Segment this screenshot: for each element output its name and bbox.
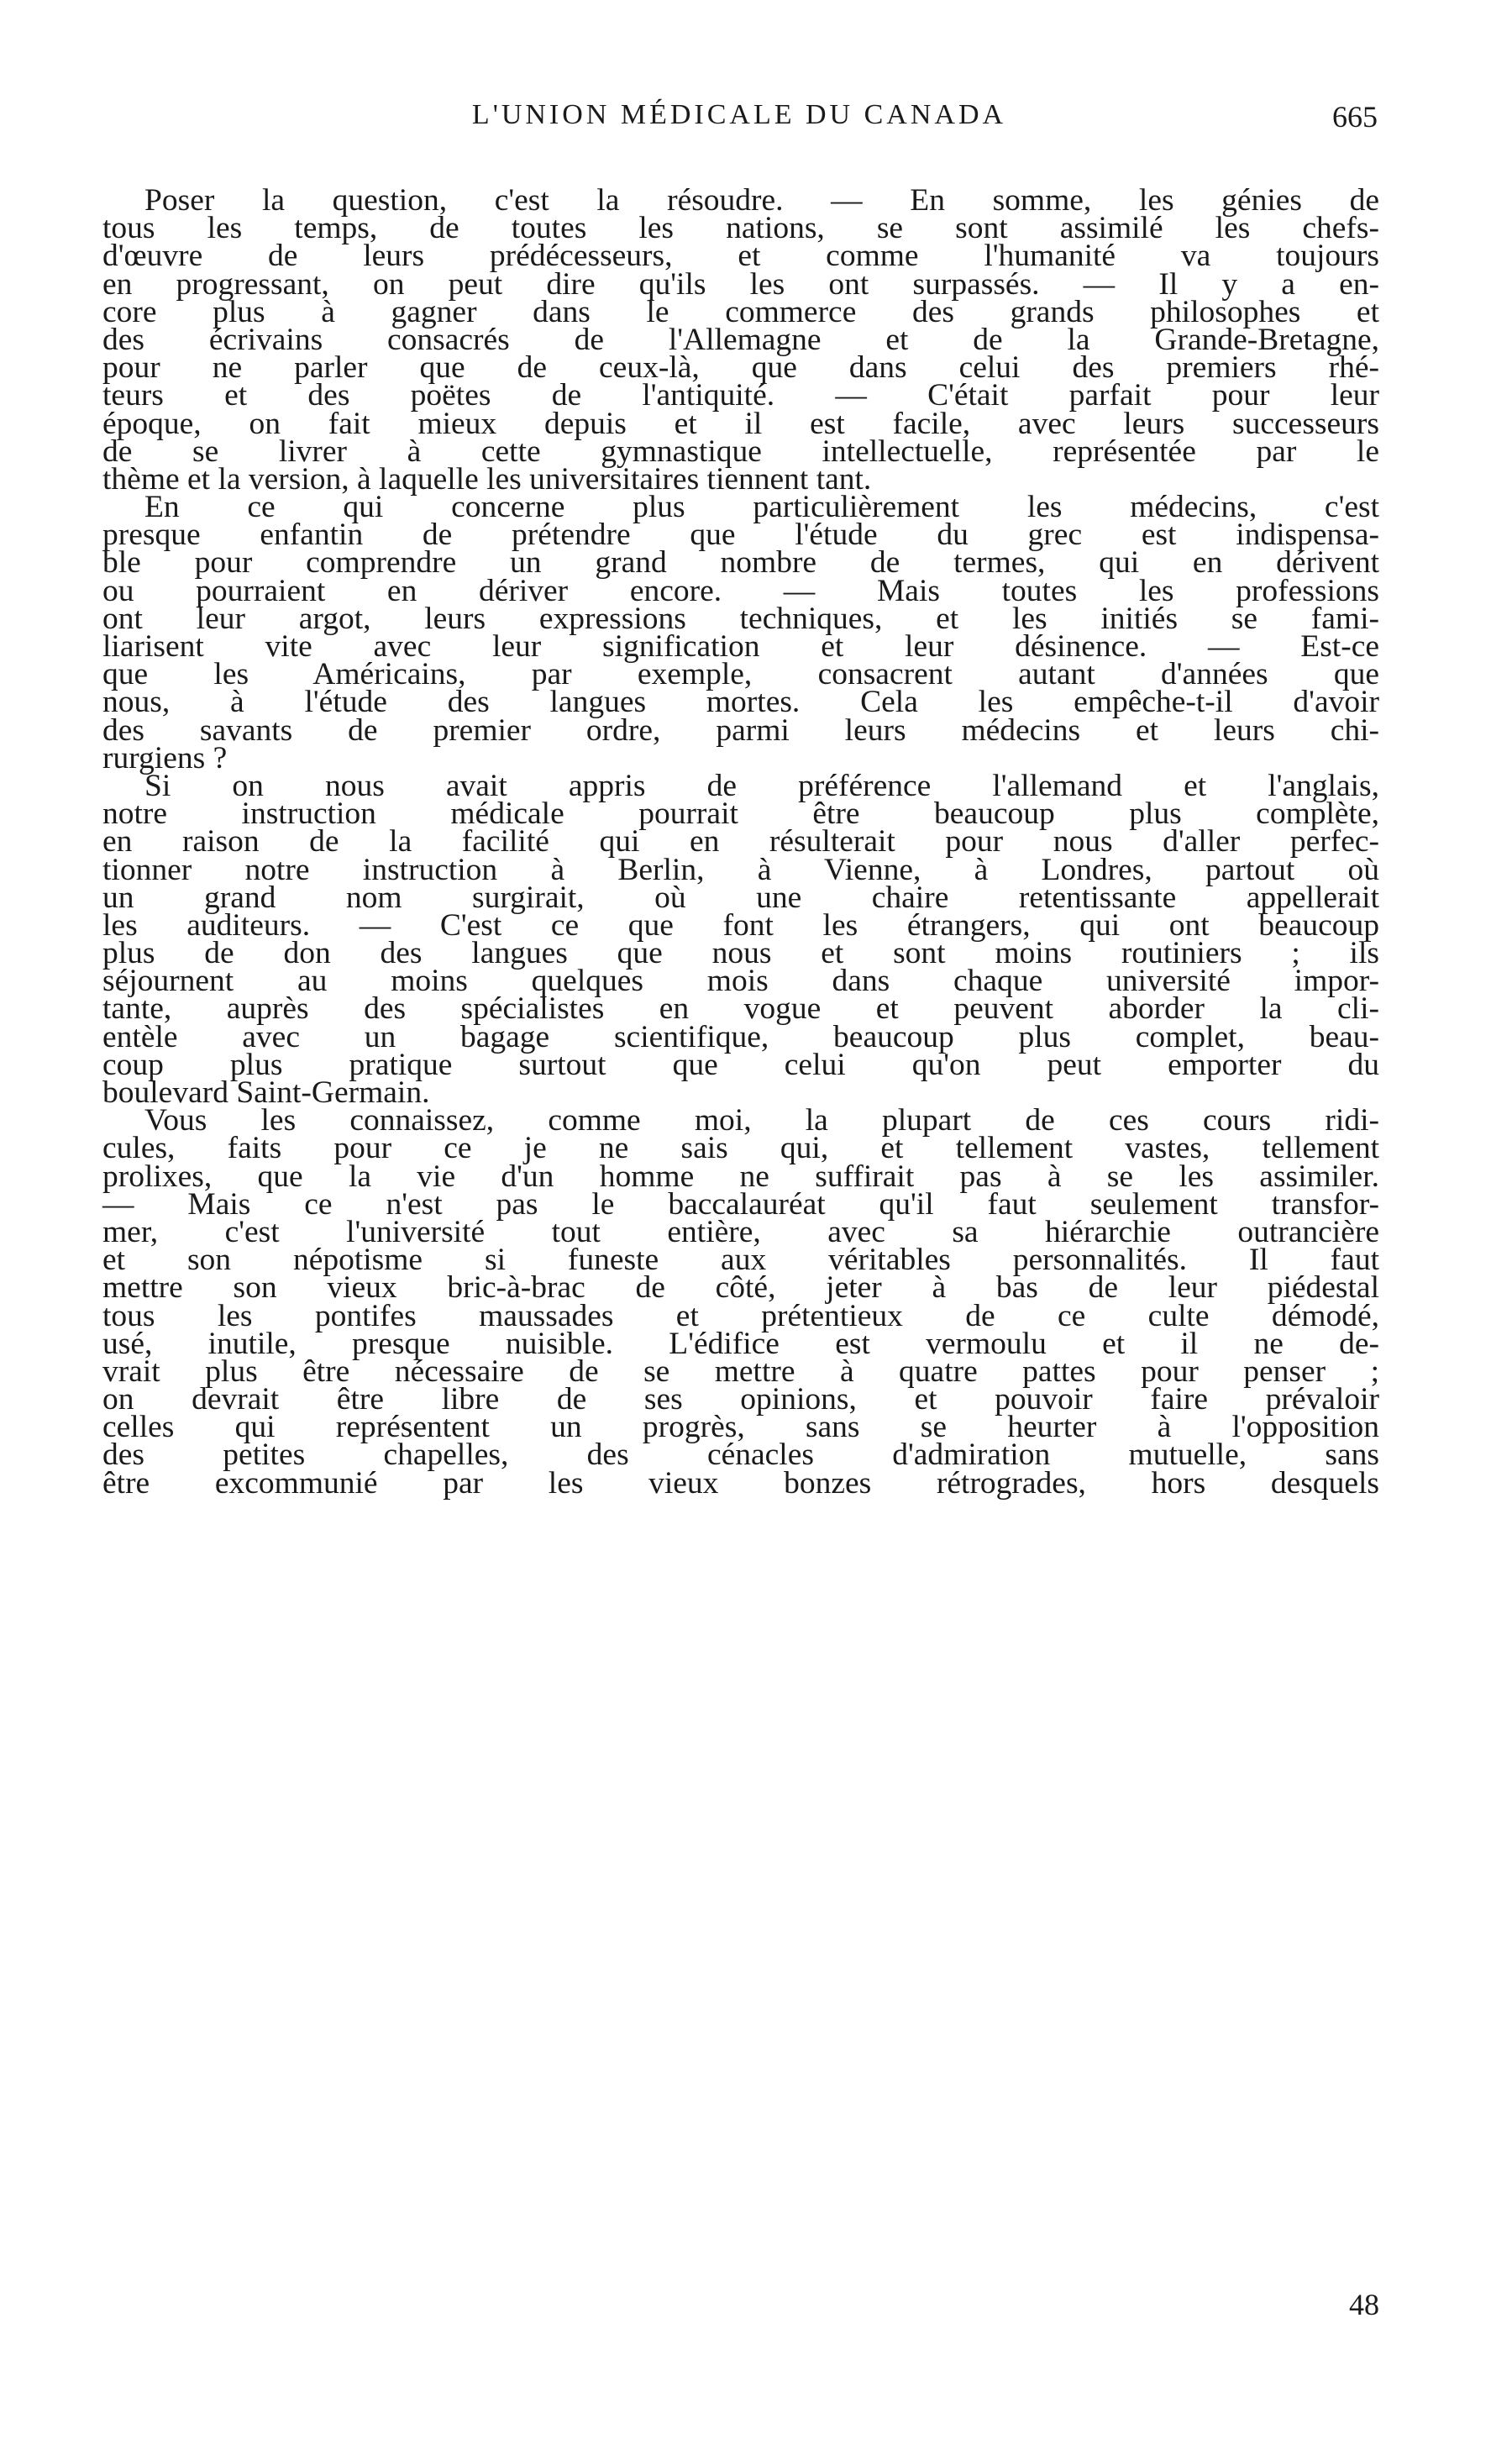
text-line: tous les temps, de toutes les nations, se sont assimilé les chefs-	[102, 211, 1379, 246]
signature-mark: 48	[1349, 2288, 1379, 2321]
text-line: des petites chapelles, des cénacles d'admiration mutuelle, sans	[102, 1438, 1379, 1473]
text-line: notre instruction médicale pourrait être beaucoup plus complète,	[102, 796, 1379, 832]
text-line: — Mais ce n'est pas le baccalauréat qu'il faut seulement transfor-	[102, 1186, 1379, 1222]
running-head	[101, 99, 1378, 141]
text-line: un grand nom surgirait, où une chaire retentissante appellerait	[102, 880, 1379, 915]
text-line: on devrait être libre de ses opinions, et pouvoir faire prévaloir	[102, 1382, 1379, 1417]
text-line: ble pour comprendre un grand nombre de termes, qui en dérivent	[102, 545, 1379, 581]
text-line: des savants de premier ordre, parmi leurs médecins et leurs chi-	[102, 712, 1379, 748]
text-line: époque, on fait mieux depuis et il est facile, avec leurs successeurs	[102, 406, 1379, 441]
text-line: des écrivains consacrés de l'Allemagne et de la Grande-Bretagne,	[102, 322, 1379, 357]
text-line: ou pourraient en dériver encore. — Mais toutes les professions	[102, 573, 1379, 608]
text-line: les auditeurs. — C'est ce que font les étrangers, qui ont beaucoup	[102, 907, 1379, 943]
text-line: être excommunié par les vieux bonzes rétrogrades, hors desquels	[102, 1465, 1379, 1501]
text-line: en raison de la facilité qui en résulterait pour nous d'aller perfec-	[102, 824, 1379, 859]
text-line: de se livrer à cette gymnastique intellectuelle, représentée par le	[102, 434, 1379, 469]
text-line: rurgiens ?	[102, 740, 228, 775]
running-title: L'UNION MÉDICALE DU CANADA	[471, 99, 1007, 130]
text-line: usé, inutile, presque nuisible. L'édifice est vermoulu et il ne de-	[102, 1326, 1379, 1361]
text-line: thème et la version, à laquelle les universitaires tiennent tant.	[102, 461, 872, 497]
body-text	[102, 183, 1379, 1501]
text-line: cules, faits pour ce je ne sais qui, et tellement vastes, tellement	[102, 1131, 1379, 1166]
text-line: mer, c'est l'université tout entière, avec sa hiérarchie outrancière	[102, 1214, 1379, 1249]
text-line: que les Américains, par exemple, consacrent autant d'années que	[102, 657, 1379, 692]
text-line: presque enfantin de prétendre que l'étude du grec est indispensa-	[102, 518, 1379, 553]
page-number: 665	[1332, 100, 1378, 134]
text-line: Si on nous avait appris de préférence l'allemand et l'anglais,	[144, 768, 1379, 803]
text-line: en progressant, on peut dire qu'ils les ont surpassés. — Il y a en-	[102, 266, 1379, 302]
text-line: tante, auprès des spécialistes en vogue et peuvent aborder la cli-	[102, 991, 1379, 1027]
text-line: celles qui représentent un progrès, sans se heurter à l'opposition	[102, 1410, 1379, 1445]
text-line: prolixes, que la vie d'un homme ne suffirait pas à se les assimiler.	[102, 1159, 1379, 1194]
text-line: boulevard Saint-Germain.	[102, 1075, 430, 1110]
text-line: séjournent au moins quelques mois dans chaque université impor-	[102, 964, 1379, 999]
text-line: mettre son vieux bric-à-brac de côté, jeter à bas de leur piédestal	[102, 1270, 1379, 1306]
text-line: core plus à gagner dans le commerce des grands philosophes et	[102, 294, 1379, 329]
text-line: En ce qui concerne plus particulièrement les médecins, c'est	[144, 490, 1379, 525]
text-line: d'œuvre de leurs prédécesseurs, et comme l'humanité va toujours	[102, 239, 1379, 274]
text-line: et son népotisme si funeste aux véritables personnalités. Il faut	[102, 1243, 1379, 1278]
text-line: Poser la question, c'est la résoudre. — En somme, les génies de	[144, 183, 1379, 218]
text-line: coup plus pratique surtout que celui qu'on peut emporter du	[102, 1047, 1379, 1082]
text-line: liarisent vite avec leur signification et leur désinence. — Est-ce	[102, 629, 1379, 664]
text-line: ont leur argot, leurs expressions techniques, et les initiés se fami-	[102, 601, 1379, 636]
text-line: teurs et des poëtes de l'antiquité. — C'était parfait pour leur	[102, 378, 1379, 413]
text-line: tous les pontifes maussades et prétentieux de ce culte démodé,	[102, 1298, 1379, 1333]
text-line: nous, à l'étude des langues mortes. Cela les empêche-t-il d'avoir	[102, 685, 1379, 720]
text-line: Vous les connaissez, comme moi, la plupart de ces cours ridi-	[144, 1103, 1379, 1138]
text-line: vrait plus être nécessaire de se mettre à quatre pattes pour penser ;	[102, 1354, 1379, 1389]
text-line: entèle avec un bagage scientifique, beaucoup plus complet, beau-	[102, 1019, 1379, 1054]
text-line: tionner notre instruction à Berlin, à Vienne, à Londres, partout où	[102, 852, 1379, 887]
text-line: pour ne parler que de ceux-là, que dans celui des premiers rhé-	[102, 350, 1379, 386]
text-line: plus de don des langues que nous et sont moins routiniers ; ils	[102, 936, 1379, 971]
